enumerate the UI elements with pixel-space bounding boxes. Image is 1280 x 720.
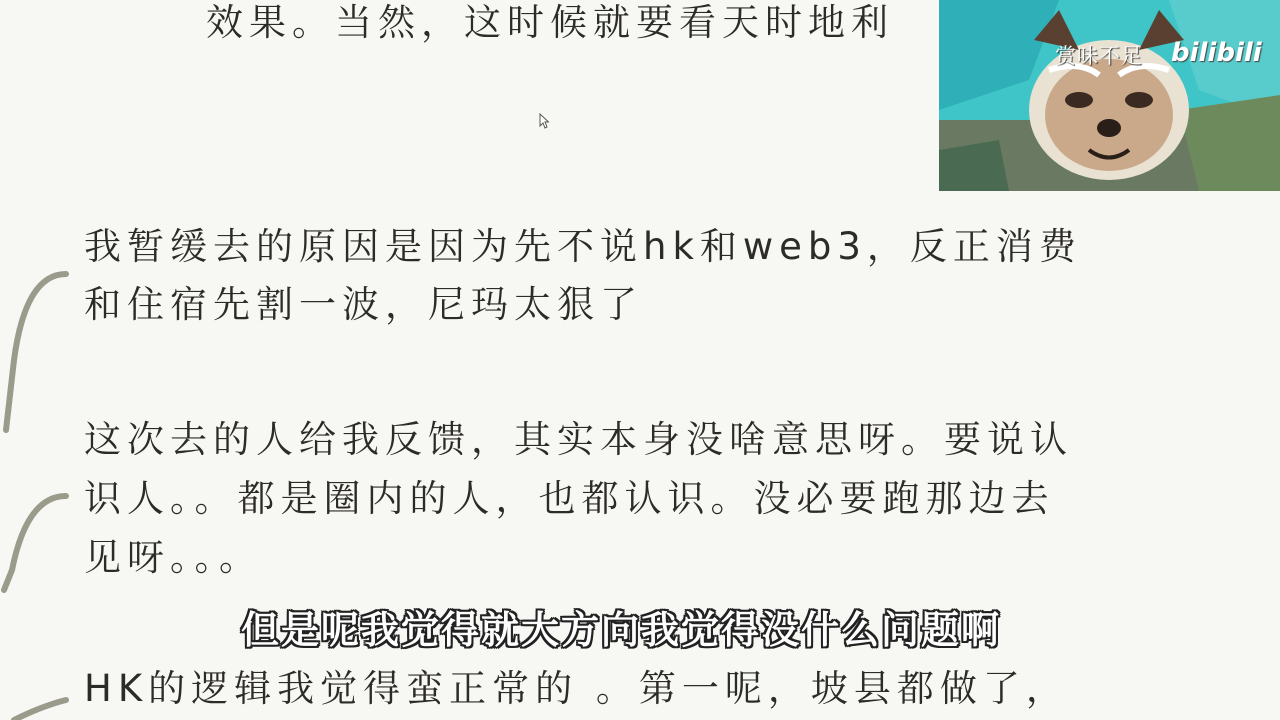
note-paragraph2-line1: 这次去的人给我反馈，其实本身没啥意思呀。要说认 xyxy=(84,418,1073,461)
note-paragraph3-line1: HK的逻辑我觉得蛮正常的 。第一呢，坡县都做了， xyxy=(84,667,1069,710)
bilibili-logo: bilibili xyxy=(1171,38,1262,68)
note-top-line: 效果。当然，这时候就要看天时地利 xyxy=(206,1,894,44)
bracket-decoration xyxy=(0,260,80,720)
note-paragraph1-line2: 和住宿先割一波，尼玛太狠了 xyxy=(84,283,643,326)
overlay-caption: 赏味不足 xyxy=(1055,44,1143,68)
note-paragraph1-line1: 我暂缓去的原因是因为先不说hk和web3，反正消费 xyxy=(84,225,1082,268)
note-paragraph2-line2: 识人。。都是圈内的人，也都认识。没必要跑那边去 xyxy=(84,477,1055,520)
red-panda-icon xyxy=(939,0,1280,191)
video-subtitle: 但是呢我觉得就大方向我觉得没什么问题啊 xyxy=(241,608,1002,652)
streamer-overlay xyxy=(939,0,1280,191)
mouse-pointer-icon xyxy=(539,113,549,129)
note-paragraph2-line3: 见呀。。。 xyxy=(84,536,262,579)
